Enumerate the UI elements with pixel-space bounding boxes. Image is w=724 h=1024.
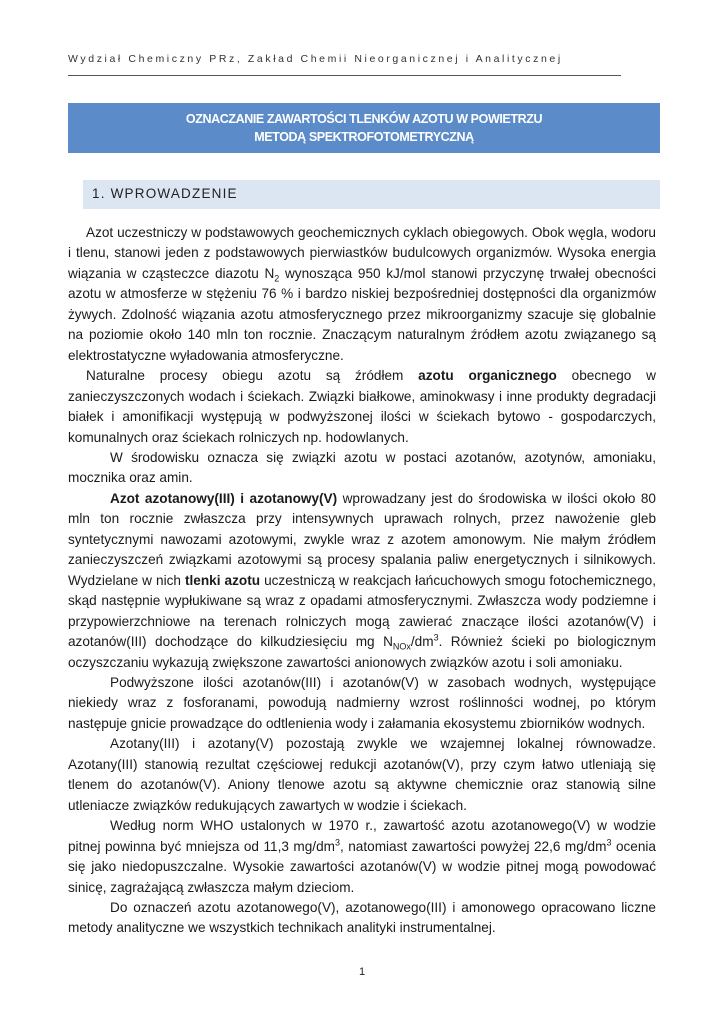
p7-text-a: Według norm WHO ustalonych w 1970 r., zawartość azotu azotanowego(V) w wodzie pitnej powinna być mniejsza od 11,3 mg/dm — [68, 818, 656, 854]
paragraph-5: Podwyższone ilości azotanów(III) i azotanów(V) w zasobach wodnych, występujące niekiedy wraz z fosforanami, powodują nadmierny wzrost roślinności wodnej, po którym następuje gnicie prowadzące do odtlenienia wody i załamania ekosystemu zbiorników wodnych. — [68, 674, 656, 731]
p4-text-b: uczestniczą w reakcjach łańcuchowych smogu fotochemicznego, skąd następnie wypłukiwane są wraz z opadami atmosferycznymi. Zwłaszcza wody podziemne i przypowierzchniowe na terenach rolniczych mogą zawierać znaczące ilości azotanów(V) i azotanów(III) dochodzące do kilkudziesięciu mg N — [68, 572, 656, 650]
section-heading: 1. WPROWADZENIE — [92, 186, 238, 201]
p7-text-b: , natomiast zawartości powyżej 22,6 mg/dm — [339, 838, 607, 854]
page-number: 1 — [358, 966, 366, 978]
p7-superscript-2: 3 — [606, 837, 612, 848]
p7-text-c: ocenia się jako niedopuszczalne. Wysokie zawartości azotanów(V) w wodzie pitnej mogą powodować sinicę, zagrażającą zwłaszcza małym dzieciom. — [68, 838, 656, 895]
p4-bold-term-1: Azot azotanowy(III) i azotanowy(V) — [110, 490, 338, 506]
paragraph-2 — [68, 366, 656, 448]
p2-text-b: obecnego w zanieczyszczonych wodach i ściekach. Związki białkowe, aminokwasy i inne produkty degradacji białek i amonifikacji występują w podwyższonej ilości w ściekach bytowo - gospodarczych, komunalnych oraz ściekach rolniczych np. hodowlanych. — [68, 368, 656, 445]
p4-superscript: 3 — [433, 632, 439, 643]
paragraph-8: Do oznaczeń azotu azotanowego(V), azotanowego(III) i amonowego opracowano liczne metody analityczne we wszystkich technikach analityki instrumentalnej. — [68, 899, 656, 936]
p2-text-a: Naturalne procesy obiegu azotu są źródłem — [86, 368, 419, 384]
p1-subscript: 2 — [274, 273, 280, 284]
document-title-line-2: METODĄ SPEKTROFOTOMETRYCZNĄ — [254, 130, 474, 144]
header-divider — [68, 75, 621, 76]
p4-text-c: /dm — [410, 634, 434, 650]
paragraph-4 — [68, 489, 656, 673]
p4-text-d: . Również ścieki po biologicznym oczyszczaniu wykazują zwiększone zawartości anionowych związków azotu i soli amoniaku. — [68, 634, 657, 670]
paragraph-3: W środowisku oznacza się związki azotu w postaci azotanów, azotynów, amoniaku, mocznika oraz amin. — [68, 449, 656, 486]
p2-bold-term: azotu organicznego — [418, 368, 557, 384]
p4-subscript: NOx — [392, 641, 411, 652]
page-header: Wydział Chemiczny PRz, Zakład Chemii Nieorganicznej i Analitycznej — [68, 53, 563, 65]
p1-text-b: wynosząca 950 kJ/mol stanowi przyczynę trwałej obecności azotu w atmosferze w stężeniu 76 % i bardzo niskiej bezpośredniej dostępności dla organizmów żywych. Zdolność wiązania azotu atmosferycznego przez mikroorganizmy szacuje się globalnie na poziomie około 140 mln ton rocznie. Znaczącym naturalnym źródłem azotu związanego są elektrostatyczne wyładowania atmosferyczne. — [68, 265, 656, 363]
document-body — [68, 223, 656, 939]
section-heading-box — [83, 180, 660, 209]
paragraph-6: Azotany(III) i azotany(V) pozostają zwykle we wzajemnej lokalnej równowadze. Azotany(III) stanowią rezultat częściowej redukcji azotanów(V), przy czym łatwo utleniają się tlenem do azotanów(V). Aniony tlenowe azotu są aktywne chemicznie oraz stanowią silne utleniacze związków redukujących zawartych w wodzie i ściekach. — [68, 736, 656, 813]
p4-text-a: wprowadzany jest do środowiska w ilości około 80 mln ton rocznie zwłaszcza przy intensywnych uprawach rolnych, przez nawożenie gleb syntetycznymi nawozami azotowymi, zwykle wraz z azotem amonowym. Nie małym źródłem zanieczyszczeń związkami azotowymi są procesy spalania paliw energetycznych i silnikowych. Wydzielane w nich — [68, 490, 656, 588]
p4-bold-term-2: tlenki azotu — [185, 572, 261, 588]
p7-superscript-1: 3 — [334, 837, 340, 848]
document-title-box — [68, 103, 660, 153]
document-title-line-1: OZNACZANIE ZAWARTOŚCI TLENKÓW AZOTU W POWIETRZU — [185, 112, 543, 126]
paragraph-7 — [68, 816, 656, 898]
p1-text-a: Azot uczestniczy w podstawowych geochemicznych cyklach obiegowych. Obok węgla, wodoru i tlenu, stanowi jeden z podstawowych pierwiastków budulcowych organizmów. Wysoka energia wiązania w cząsteczce diazotu N — [68, 225, 656, 281]
paragraph-1 — [68, 223, 656, 366]
